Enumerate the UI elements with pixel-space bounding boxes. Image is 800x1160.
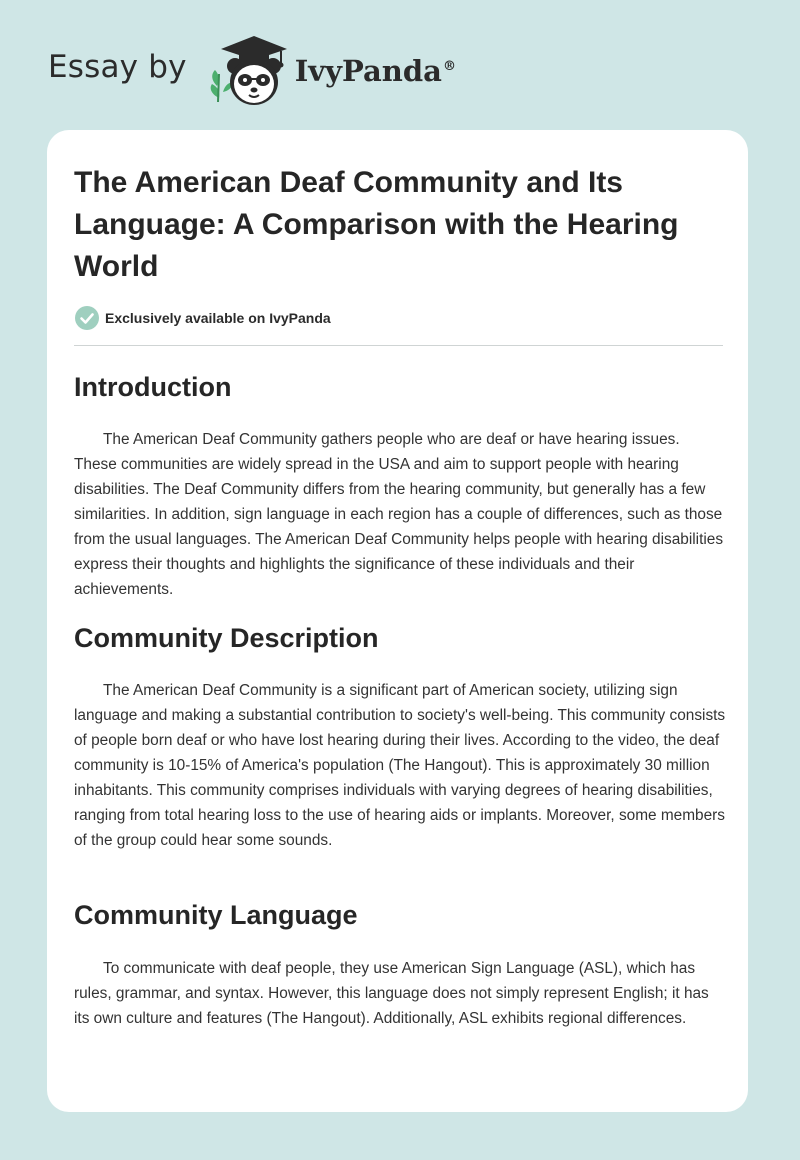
section-paragraph-introduction: The American Deaf Community gathers people who are deaf or have hearing issues. These communities are widely spread in the USA and aim to support people with hearing disabilities. The Deaf Community differs from the hearing community, but generally has a few similarities. In addition, sign language in each region has a couple of differences, such as those from the usual languages. The American Deaf Community helps people with hearing disabilities express their thoughts and highlights the significance of these individuals and their achievements. <box>74 431 724 598</box>
title-divider <box>74 345 723 346</box>
brand-name-text: IvyPanda <box>294 54 442 88</box>
exclusive-label: Exclusively available on IvyPanda <box>105 310 331 326</box>
ivypanda-logo-icon[interactable] <box>201 30 289 110</box>
section-paragraph-community-description: The American Deaf Community is a significant part of American society, utilizing sign language and making a substantial contribution to society's well-being. This community consists of people born deaf or who have lost hearing during their lives. According to the video, the deaf community is 10-15% of America's population (The Hangout). This is approximately 30 million inhabitants. This community comprises individuals with varying degrees of hearing disabilities, ranging from total hearing loss to the use of hearing aids or implants. Moreover, some members of the group could hear some sounds. <box>74 682 726 849</box>
check-circle-icon <box>74 305 100 331</box>
brand-name[interactable] <box>295 54 456 88</box>
essay-title: The American Deaf Community and Its Language: A Comparison with the Hearing World <box>74 166 679 283</box>
section-heading-community-description: Community Description <box>74 623 379 653</box>
exclusive-badge <box>74 305 331 331</box>
essay-by-label: Essay by <box>48 49 187 85</box>
site-header <box>48 30 456 110</box>
essay-card <box>47 130 748 1112</box>
registered-mark: ® <box>442 59 456 75</box>
section-heading-introduction: Introduction <box>74 372 232 402</box>
section-paragraph-community-language: To communicate with deaf people, they use American Sign Language (ASL), which has rules, grammar, and syntax. However, this language does not simply represent English; it has its own culture and features (The Hangout). Additionally, ASL exhibits regional differences. <box>74 960 709 1027</box>
section-heading-community-language: Community Language <box>74 900 358 930</box>
